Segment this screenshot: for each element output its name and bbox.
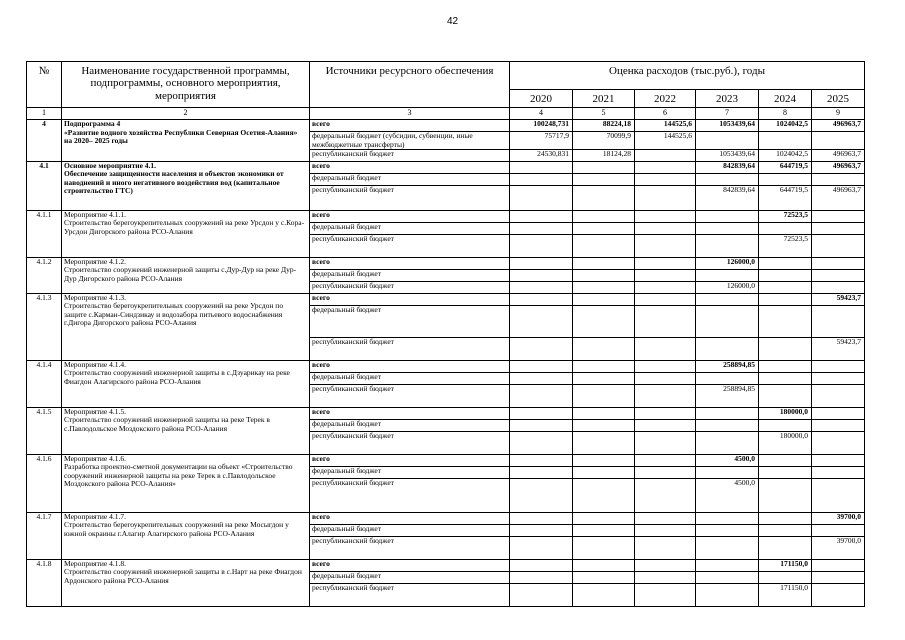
cost-2023	[696, 174, 759, 186]
cost-2024	[759, 572, 812, 584]
cost-2025: 496963,7	[812, 162, 865, 174]
cost-2025	[812, 282, 865, 294]
table-row	[27, 258, 865, 270]
column-number: 4	[510, 108, 573, 120]
funding-source: федеральный бюджет	[310, 467, 510, 479]
measure-name: Подпрограмма 4 «Развитие водного хозяйства Республики Северная Осетия-Алания» на 2020– 2025 годы	[62, 120, 310, 162]
cost-2025	[812, 211, 865, 223]
funding-source: федеральный бюджет	[310, 373, 510, 385]
year-header: 2022	[635, 90, 696, 108]
cost-2024: 180000,0	[759, 432, 812, 455]
cost-2022	[635, 174, 696, 186]
cost-2022	[635, 479, 696, 513]
cost-2025: 496963,7	[812, 186, 865, 211]
cost-2024	[759, 385, 812, 408]
cost-2022	[635, 223, 696, 235]
cost-2021	[573, 211, 635, 223]
funding-source: республиканский бюджет	[310, 235, 510, 258]
cost-2022	[635, 150, 696, 162]
cost-2021	[573, 162, 635, 174]
cost-2020	[510, 223, 573, 235]
cost-2023: 1053439,64	[696, 120, 759, 132]
column-number: 5	[573, 108, 635, 120]
cost-2020: 75717,9	[510, 132, 573, 150]
cost-2025	[812, 420, 865, 432]
cost-2021	[573, 235, 635, 258]
funding-source: всего	[310, 513, 510, 525]
funding-source: всего	[310, 560, 510, 572]
cost-2021	[573, 479, 635, 513]
cost-2021: 70099,9	[573, 132, 635, 150]
cost-2021	[573, 455, 635, 467]
cost-2022	[635, 432, 696, 455]
cost-2024	[759, 132, 812, 150]
cost-2020	[510, 162, 573, 174]
cost-2025: 39700,0	[812, 537, 865, 560]
cost-2023	[696, 211, 759, 223]
cost-2020	[510, 479, 573, 513]
funding-source: республиканский бюджет	[310, 479, 510, 513]
column-number: 6	[635, 108, 696, 120]
cost-2021	[573, 537, 635, 560]
cost-2024	[759, 294, 812, 306]
cost-2024: 644719,5	[759, 162, 812, 174]
cost-2023	[696, 270, 759, 282]
measure-name: Мероприятие 4.1.8. Строительство сооружений инженерной защиты в с.Нарт на реке Фиагдон Ардонского района РСО-Алания	[62, 560, 310, 607]
cost-2024	[759, 270, 812, 282]
funding-source: республиканский бюджет	[310, 282, 510, 294]
cost-2020	[510, 385, 573, 408]
row-number: 4.1.1	[27, 211, 62, 258]
col-header-source: Источники ресурсного обеспечения	[310, 62, 510, 108]
funding-source: федеральный бюджет	[310, 420, 510, 432]
cost-2025	[812, 270, 865, 282]
cost-2025: 496963,7	[812, 120, 865, 132]
cost-2022	[635, 235, 696, 258]
cost-2021	[573, 373, 635, 385]
funding-source: всего	[310, 361, 510, 373]
cost-2025	[812, 361, 865, 373]
cost-2023	[696, 338, 759, 361]
cost-2024	[759, 479, 812, 513]
cost-2024	[759, 373, 812, 385]
funding-source: республиканский бюджет	[310, 385, 510, 408]
cost-2020	[510, 560, 573, 572]
cost-2023: 4500,0	[696, 455, 759, 467]
cost-2021	[573, 513, 635, 525]
cost-2020	[510, 270, 573, 282]
cost-2025	[812, 223, 865, 235]
cost-2021	[573, 338, 635, 361]
cost-2022	[635, 408, 696, 420]
cost-2022	[635, 537, 696, 560]
cost-2021	[573, 270, 635, 282]
measure-name: Мероприятие 4.1.2. Строительство сооружений инженерной защиты с.Дур-Дур на реке Дур-Дур Дигорского района РСО-Алания	[62, 258, 310, 294]
cost-2020: 100248,731	[510, 120, 573, 132]
cost-2023	[696, 584, 759, 607]
cost-2022	[635, 584, 696, 607]
cost-2020	[510, 432, 573, 455]
column-number: 2	[62, 108, 310, 120]
cost-2021	[573, 174, 635, 186]
cost-2020	[510, 525, 573, 537]
table-row	[27, 408, 865, 420]
table-row	[27, 361, 865, 373]
cost-2024: 171150,0	[759, 584, 812, 607]
cost-2024: 1024042,5	[759, 120, 812, 132]
column-number: 7	[696, 108, 759, 120]
cost-2023: 4500,0	[696, 479, 759, 513]
cost-2020	[510, 258, 573, 270]
cost-2024	[759, 306, 812, 338]
cost-2023	[696, 132, 759, 150]
table-row	[27, 560, 865, 572]
cost-2022	[635, 361, 696, 373]
column-number: 3	[310, 108, 510, 120]
table-row	[27, 455, 865, 467]
cost-2024	[759, 420, 812, 432]
cost-2022	[635, 467, 696, 479]
cost-2020	[510, 467, 573, 479]
cost-2021	[573, 525, 635, 537]
cost-2021	[573, 282, 635, 294]
measure-name: Мероприятие 4.1.5. Строительство сооружений инженерной защиты на реке Терек в с.Павлодольское Моздокского района РСО-Алания	[62, 408, 310, 455]
cost-2022	[635, 373, 696, 385]
cost-2025: 39700,0	[812, 513, 865, 525]
cost-2025	[812, 373, 865, 385]
cost-2022	[635, 385, 696, 408]
cost-2022: 144525,6	[635, 132, 696, 150]
cost-2023: 126000,0	[696, 282, 759, 294]
cost-2025	[812, 572, 865, 584]
table-row	[27, 211, 865, 223]
cost-2024	[759, 455, 812, 467]
funding-source: всего	[310, 120, 510, 132]
cost-2024	[759, 467, 812, 479]
col-header-costs: Оценка расходов (тыс.руб.), годы	[510, 62, 865, 90]
row-number: 4.1	[27, 162, 62, 211]
cost-2023	[696, 294, 759, 306]
cost-2023	[696, 537, 759, 560]
cost-2022	[635, 513, 696, 525]
row-number: 4.1.4	[27, 361, 62, 408]
cost-2022	[635, 525, 696, 537]
cost-2025	[812, 132, 865, 150]
cost-2022	[635, 572, 696, 584]
funding-source: республиканский бюджет	[310, 584, 510, 607]
funding-source: республиканский бюджет	[310, 150, 510, 162]
cost-2021	[573, 572, 635, 584]
cost-2024: 180000,0	[759, 408, 812, 420]
cost-2023	[696, 513, 759, 525]
row-number: 4.1.3	[27, 294, 62, 361]
funding-source: федеральный бюджет	[310, 525, 510, 537]
header-row	[27, 62, 865, 90]
cost-2021	[573, 584, 635, 607]
cost-2022	[635, 186, 696, 211]
cost-2020	[510, 420, 573, 432]
cost-2024	[759, 223, 812, 235]
cost-2020	[510, 294, 573, 306]
cost-2025	[812, 385, 865, 408]
cost-2025	[812, 174, 865, 186]
funding-source: федеральный бюджет	[310, 270, 510, 282]
cost-2020: 24530,831	[510, 150, 573, 162]
cost-2022	[635, 162, 696, 174]
cost-2022	[635, 420, 696, 432]
cost-2021	[573, 420, 635, 432]
cost-2021	[573, 408, 635, 420]
measure-name: Основное мероприятие 4.1. Обеспечение защищенности населения и объектов экономики от наводнений и иного негативного воздействия вод (капитальное строительство ГТС)	[62, 162, 310, 211]
cost-2023	[696, 408, 759, 420]
measure-name: Мероприятие 4.1.7. Строительство берегоукрепительных сооружений на реке Мосыгдон у южной окраины г.Алагир Алагирского района РСО-Алания	[62, 513, 310, 560]
cost-2024	[759, 513, 812, 525]
cost-2023	[696, 525, 759, 537]
cost-2024: 644719,5	[759, 186, 812, 211]
row-number: 4.1.6	[27, 455, 62, 513]
cost-2020	[510, 186, 573, 211]
year-header: 2023	[696, 90, 759, 108]
col-header-no: №	[27, 62, 62, 108]
cost-2021	[573, 258, 635, 270]
funding-source: всего	[310, 162, 510, 174]
cost-2024	[759, 537, 812, 560]
column-numbers-row	[27, 108, 865, 120]
row-number: 4.1.8	[27, 560, 62, 607]
cost-2023	[696, 560, 759, 572]
cost-2023	[696, 306, 759, 338]
cost-2024	[759, 258, 812, 270]
funding-source: всего	[310, 455, 510, 467]
measure-name: Мероприятие 4.1.6. Разработка проектно-сметной документации на объект «Строительство сооружений инженерной защиты на реке Терек в с.Павлодольское Моздокского района РСО-Алания»	[62, 455, 310, 513]
table-row	[27, 120, 865, 132]
measure-name: Мероприятие 4.1.3. Строительство берегоукрепительных сооружений на реке Урсдон по защите с.Карман-Синдзикау и водозабора питьевого водоснабжения г.Дигора Дигорского района РСО-Алания	[62, 294, 310, 361]
cost-2025	[812, 467, 865, 479]
cost-2023	[696, 235, 759, 258]
cost-2020	[510, 306, 573, 338]
cost-2023	[696, 420, 759, 432]
cost-2025	[812, 525, 865, 537]
year-header: 2021	[573, 90, 635, 108]
table-row	[27, 294, 865, 306]
cost-2023	[696, 223, 759, 235]
cost-2024: 72523,5	[759, 235, 812, 258]
funding-source: всего	[310, 294, 510, 306]
cost-2020	[510, 235, 573, 258]
funding-source: федеральный бюджет	[310, 572, 510, 584]
cost-2021	[573, 294, 635, 306]
cost-2022: 144525,6	[635, 120, 696, 132]
cost-2021: 88224,18	[573, 120, 635, 132]
funding-source: федеральный бюджет	[310, 306, 510, 338]
col-header-name: Наименование государственной программы, подпрограммы, основного мероприятия, мероприятия	[62, 62, 310, 108]
cost-2020	[510, 572, 573, 584]
cost-2022	[635, 306, 696, 338]
cost-2022	[635, 282, 696, 294]
cost-2020	[510, 338, 573, 361]
funding-source: республиканский бюджет	[310, 537, 510, 560]
cost-2024: 171150,0	[759, 560, 812, 572]
cost-2023: 842839,64	[696, 186, 759, 211]
cost-2023: 258894,85	[696, 385, 759, 408]
column-number: 1	[27, 108, 62, 120]
cost-2020	[510, 361, 573, 373]
cost-2022	[635, 294, 696, 306]
funding-source: республиканский бюджет	[310, 432, 510, 455]
column-number: 8	[759, 108, 812, 120]
funding-source: всего	[310, 258, 510, 270]
cost-2025: 59423,7	[812, 338, 865, 361]
cost-2021	[573, 432, 635, 455]
row-number: 4.1.2	[27, 258, 62, 294]
cost-2023	[696, 467, 759, 479]
cost-2023: 258894,85	[696, 361, 759, 373]
cost-2025	[812, 479, 865, 513]
measure-name: Мероприятие 4.1.1. Строительство берегоукрепительных сооружений на реке Урсдон у с.Кора-Урсдон Дигорского района РСО-Алания	[62, 211, 310, 258]
year-header: 2024	[759, 90, 812, 108]
cost-2020	[510, 282, 573, 294]
funding-source: всего	[310, 408, 510, 420]
cost-2024	[759, 361, 812, 373]
cost-2024	[759, 338, 812, 361]
cost-2025	[812, 584, 865, 607]
row-number: 4.1.5	[27, 408, 62, 455]
cost-2021	[573, 560, 635, 572]
cost-2025	[812, 432, 865, 455]
cost-2020	[510, 537, 573, 560]
year-header: 2025	[812, 90, 865, 108]
cost-2021	[573, 385, 635, 408]
funding-source: республиканский бюджет	[310, 186, 510, 211]
column-number: 9	[812, 108, 865, 120]
table-row	[27, 513, 865, 525]
cost-2022	[635, 270, 696, 282]
cost-2023	[696, 432, 759, 455]
cost-2021	[573, 361, 635, 373]
cost-2020	[510, 174, 573, 186]
cost-2022	[635, 258, 696, 270]
table-body	[27, 120, 865, 607]
cost-2022	[635, 211, 696, 223]
cost-2025	[812, 306, 865, 338]
funding-source: всего	[310, 211, 510, 223]
row-number: 4	[27, 120, 62, 162]
cost-2025	[812, 560, 865, 572]
cost-2023	[696, 572, 759, 584]
cost-2024	[759, 174, 812, 186]
cost-2025	[812, 258, 865, 270]
cost-2024	[759, 525, 812, 537]
cost-2023: 126000,0	[696, 258, 759, 270]
cost-2024	[759, 282, 812, 294]
funding-source: федеральный бюджет	[310, 223, 510, 235]
cost-2024: 72523,5	[759, 211, 812, 223]
year-header: 2020	[510, 90, 573, 108]
cost-2025: 59423,7	[812, 294, 865, 306]
expenditure-table	[26, 61, 865, 607]
table-row	[27, 162, 865, 174]
cost-2020	[510, 408, 573, 420]
cost-2025	[812, 408, 865, 420]
cost-2020	[510, 373, 573, 385]
cost-2025	[812, 455, 865, 467]
cost-2023: 1053439,64	[696, 150, 759, 162]
cost-2025: 496963,7	[812, 150, 865, 162]
cost-2021	[573, 223, 635, 235]
cost-2021	[573, 186, 635, 211]
measure-name: Мероприятие 4.1.4. Строительство сооружений инженерной защиты в с.Дзуарикау на реке Фиагдон Алагирского района РСО-Алания	[62, 361, 310, 408]
row-number: 4.1.7	[27, 513, 62, 560]
cost-2024: 1024042,5	[759, 150, 812, 162]
cost-2022	[635, 560, 696, 572]
cost-2021: 18124,28	[573, 150, 635, 162]
cost-2025	[812, 235, 865, 258]
cost-2023: 842839,64	[696, 162, 759, 174]
cost-2021	[573, 306, 635, 338]
funding-source: республиканский бюджет	[310, 338, 510, 361]
cost-2020	[510, 455, 573, 467]
cost-2020	[510, 211, 573, 223]
funding-source: федеральный бюджет	[310, 174, 510, 186]
funding-source: федеральный бюджет (субсидии, субвенции, иные межбюджетные трансферты)	[310, 132, 510, 150]
cost-2022	[635, 455, 696, 467]
cost-2023	[696, 373, 759, 385]
cost-2020	[510, 513, 573, 525]
cost-2022	[635, 338, 696, 361]
page-number: 42	[446, 16, 459, 27]
cost-2020	[510, 584, 573, 607]
cost-2021	[573, 467, 635, 479]
